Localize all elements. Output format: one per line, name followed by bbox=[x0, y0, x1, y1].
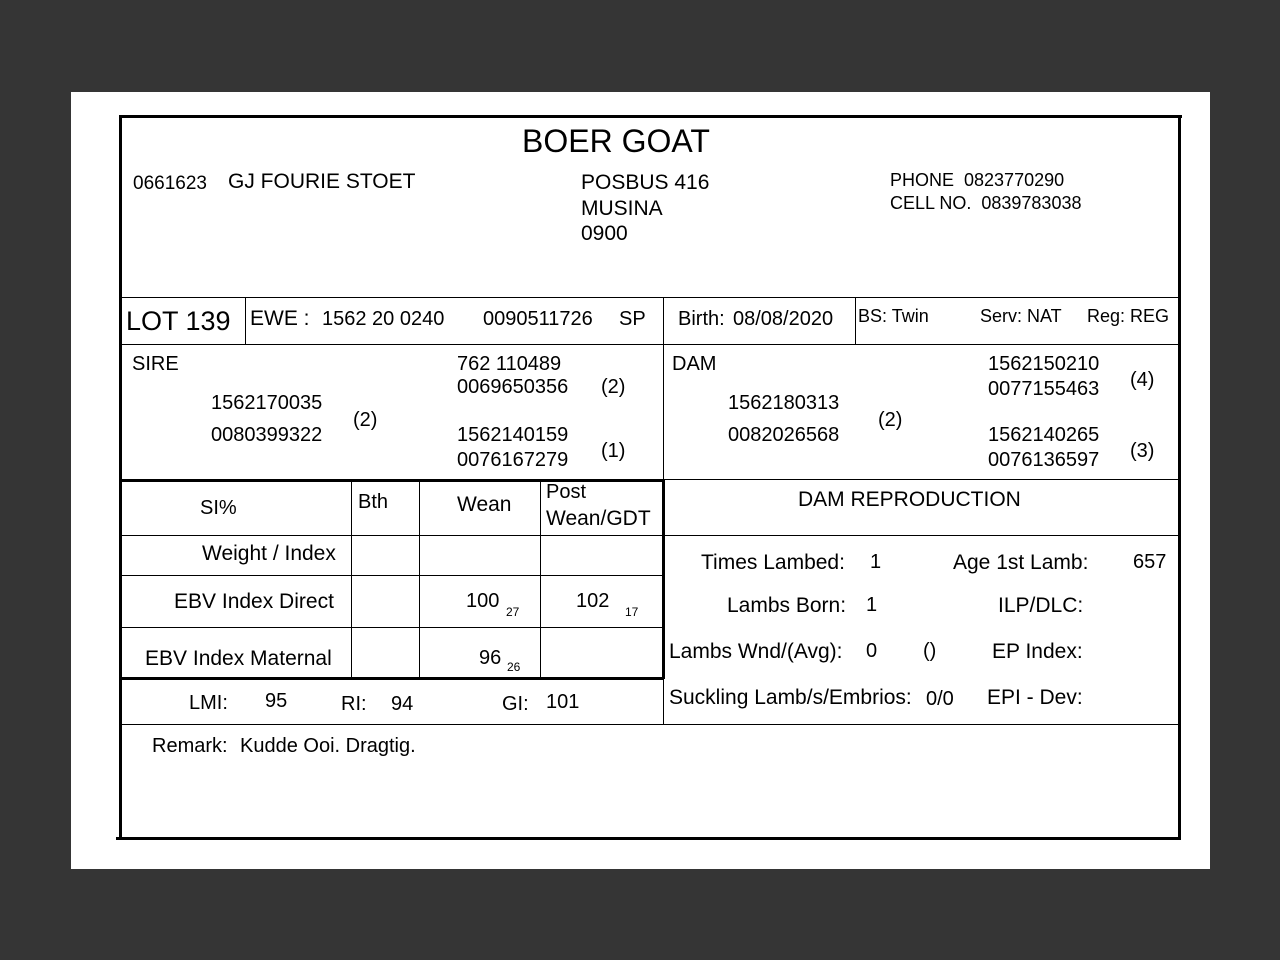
sire-dam-id: 1562140159 bbox=[457, 424, 569, 446]
wean-header: Wean bbox=[457, 493, 512, 516]
ebv-direct-row-label: EBV Index Direct bbox=[174, 590, 334, 613]
divider-table-header bbox=[121, 535, 1179, 536]
sire-registration: 0080399322 bbox=[211, 424, 323, 446]
sire-label: SIRE bbox=[132, 353, 179, 375]
divider-center-thick bbox=[662, 479, 665, 679]
sire-id: 1562170035 bbox=[211, 392, 323, 414]
address-line-3: 0900 bbox=[581, 222, 628, 245]
dam-registration: 0082026568 bbox=[728, 424, 840, 446]
birth-date: 08/08/2020 bbox=[733, 308, 834, 330]
lmi-value: 95 bbox=[265, 690, 288, 712]
dam-sire-registration: 0077155463 bbox=[988, 378, 1100, 400]
dam-id: 1562180313 bbox=[728, 392, 840, 414]
times-lambed-label: Times Lambed: bbox=[701, 551, 845, 574]
birth-status: BS: Twin bbox=[858, 306, 929, 326]
gi-label: GI: bbox=[502, 693, 529, 715]
ewe-id: 1562 20 0240 bbox=[322, 308, 445, 330]
dam-dam-registration: 0076136597 bbox=[988, 449, 1100, 471]
divider-table-col-post bbox=[540, 482, 541, 678]
divider-pedigree-bottom-right bbox=[664, 479, 1179, 480]
dam-reproduction-title: DAM REPRODUCTION bbox=[798, 488, 1021, 511]
post-wean-header-line2: Wean/GDT bbox=[546, 507, 651, 530]
divider-lot-cell bbox=[245, 297, 246, 344]
breeder-name: GJ FOURIE STOET bbox=[228, 170, 416, 193]
sire-sire-registration: 0069650356 bbox=[457, 376, 569, 398]
ri-value: 94 bbox=[391, 693, 414, 715]
times-lambed-value: 1 bbox=[870, 551, 882, 573]
sire-sire-id: 762 110489 bbox=[457, 353, 562, 375]
divider-lot-top bbox=[121, 297, 1179, 298]
divider-indexes-bottom bbox=[121, 724, 1179, 725]
divider-table-bottom bbox=[121, 677, 664, 680]
card-border-top bbox=[119, 115, 1182, 118]
divider-table-row2 bbox=[121, 627, 664, 628]
ebv-direct-wean-value: 100 bbox=[466, 590, 500, 612]
ebv-direct-post-accuracy: 17 bbox=[625, 605, 639, 619]
ri-label: RI: bbox=[341, 693, 367, 715]
ewe-code: SP bbox=[619, 308, 646, 330]
dam-dam-id: 1562140265 bbox=[988, 424, 1100, 446]
ebv-direct-wean-accuracy: 27 bbox=[506, 605, 520, 619]
remark-label: Remark: bbox=[152, 735, 228, 757]
weight-index-row-label: Weight / Index bbox=[202, 542, 336, 565]
birth-label: Birth: bbox=[678, 308, 725, 330]
ebv-maternal-wean-accuracy: 26 bbox=[507, 660, 521, 674]
registration-type: Reg: REG bbox=[1087, 306, 1170, 326]
lambs-weaned-label: Lambs Wnd/(Avg): bbox=[669, 640, 843, 663]
ewe-label: EWE : bbox=[250, 307, 310, 330]
dam-offspring-count: (2) bbox=[878, 409, 903, 431]
ep-index-label: EP Index: bbox=[992, 640, 1083, 663]
age-first-lamb-value: 657 bbox=[1133, 551, 1167, 573]
suckling-lambs-value: 0/0 bbox=[926, 688, 954, 710]
ebv-maternal-wean-value: 96 bbox=[479, 647, 502, 669]
dam-sire-id: 1562150210 bbox=[988, 353, 1100, 375]
address-line-2: MUSINA bbox=[581, 197, 663, 220]
lambs-born-label: Lambs Born: bbox=[727, 594, 847, 617]
card-title: BOER GOAT bbox=[522, 123, 710, 159]
ewe-registration: 0090511726 bbox=[483, 308, 593, 330]
lot-number: LOT 139 bbox=[126, 306, 231, 336]
ilp-dlc-label: ILP/DLC: bbox=[998, 594, 1084, 617]
age-first-lamb-label: Age 1st Lamb: bbox=[953, 551, 1089, 574]
card-border-left bbox=[119, 115, 122, 840]
suckling-lambs-label: Suckling Lamb/s/Embrios: bbox=[669, 686, 912, 709]
lambs-weaned-average: () bbox=[923, 640, 937, 662]
breeder-id: 0661623 bbox=[133, 173, 207, 194]
dam-dam-count: (3) bbox=[1130, 440, 1155, 462]
ebv-direct-post-value: 102 bbox=[576, 590, 610, 612]
post-wean-header-line1: Post bbox=[546, 481, 587, 503]
card-border-bottom bbox=[116, 837, 1180, 840]
dam-label: DAM bbox=[672, 353, 717, 375]
service-type: Serv: NAT bbox=[980, 306, 1062, 326]
lmi-label: LMI: bbox=[189, 692, 228, 714]
bth-header: Bth bbox=[358, 491, 389, 513]
lambs-born-value: 1 bbox=[866, 594, 878, 616]
gi-value: 101 bbox=[546, 691, 580, 713]
cell-number: CELL NO. 0839783038 bbox=[890, 193, 1082, 213]
sire-dam-count: (1) bbox=[601, 440, 626, 462]
sire-offspring-count: (2) bbox=[353, 409, 378, 431]
divider-table-col-bth bbox=[351, 482, 352, 678]
address-line-1: POSBUS 416 bbox=[581, 171, 710, 194]
ebv-maternal-row-label: EBV Index Maternal bbox=[145, 647, 332, 670]
remark-text: Kudde Ooi. Dragtig. bbox=[240, 735, 416, 757]
divider-birth-cell bbox=[855, 297, 856, 344]
epi-dev-label: EPI - Dev: bbox=[987, 686, 1083, 709]
lambs-weaned-value: 0 bbox=[866, 640, 878, 662]
divider-lot-bottom bbox=[121, 344, 1179, 345]
si-percent-header: SI% bbox=[200, 497, 237, 519]
divider-table-col-wean bbox=[419, 482, 420, 678]
card-border-right bbox=[1178, 115, 1181, 840]
sire-sire-count: (2) bbox=[601, 376, 626, 398]
phone-number: PHONE 0823770290 bbox=[890, 170, 1065, 190]
sire-dam-registration: 0076167279 bbox=[457, 449, 569, 471]
divider-table-row1 bbox=[121, 575, 664, 576]
dam-sire-count: (4) bbox=[1130, 369, 1155, 391]
